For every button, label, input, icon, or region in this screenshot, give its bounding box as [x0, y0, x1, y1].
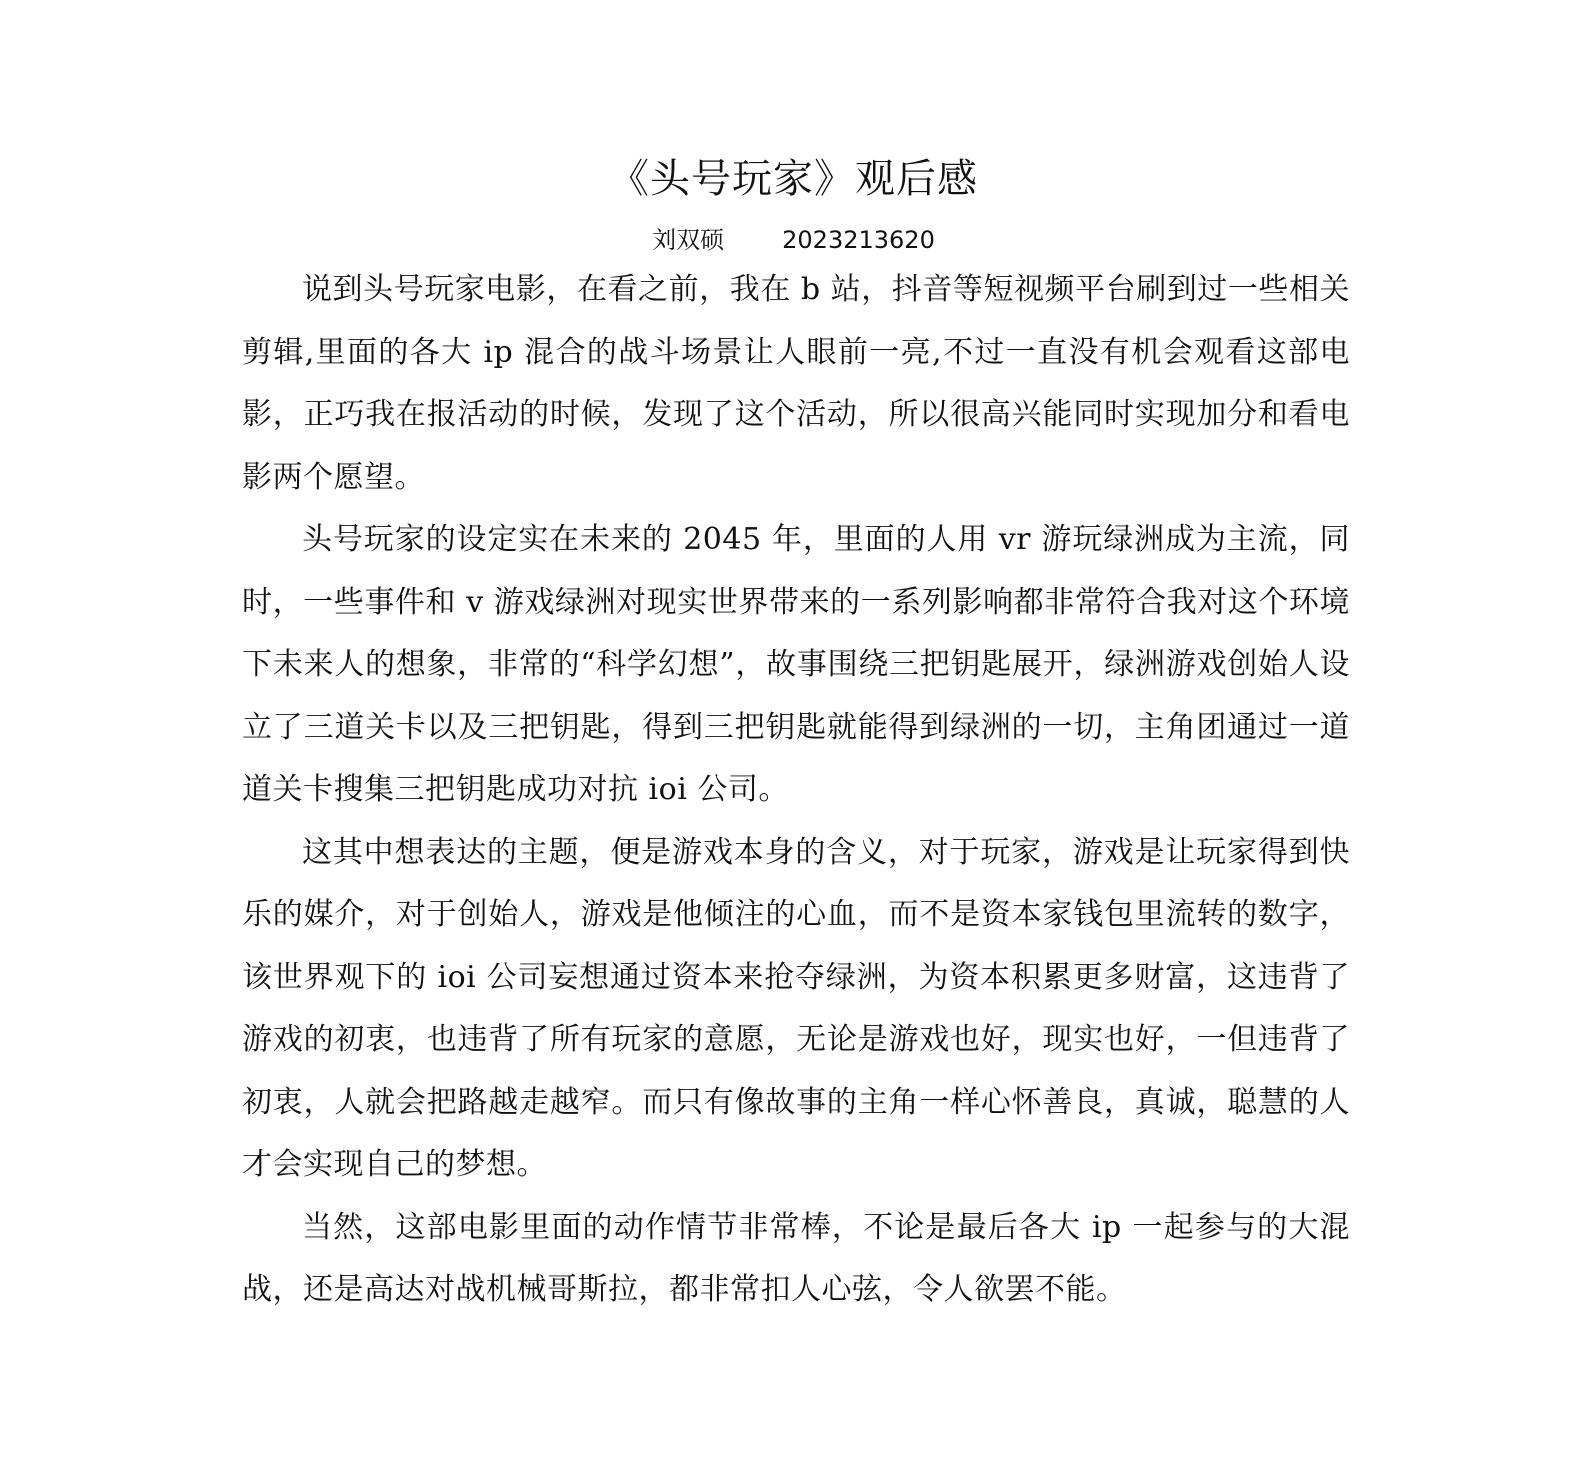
paragraph-3: 这其中想表达的主题，便是游戏本身的含义，对于玩家，游戏是让玩家得到快乐的媒介，对于创始人，游戏是他倾注的心血，而不是资本家钱包里流转的数字，该世界观下的 ioi 公司妄想通过资本来抢夺绿洲，为资本积累更多财富，这违背了游戏的初衷，也违背了所有玩家的意愿，无论是游戏也好，现实也好，一但违背了初衷，人就会把路越走越窄。而只有像故事的主角一样心怀善良，真诚，聪慧的人才会实现自己的梦想。: [242, 834, 1350, 1182]
paragraph-4: 当然，这部电影里面的动作情节非常棒，不论是最后各大 ip 一起参与的大混战，还是高达对战机械哥斯拉，都非常扣人心弦，令人欲罢不能。: [242, 1209, 1350, 1307]
student-id: 2023213620: [782, 226, 935, 254]
document-body: [242, 259, 1350, 1322]
byline: [0, 222, 1587, 258]
paragraph-2: 头号玩家的设定实在未来的 2045 年，里面的人用 vr 游玩绿洲成为主流，同时，一些事件和 v 游戏绿洲对现实世界带来的一系列影响都非常符合我对这个环境下未来人的想象，非常的“科学幻想”，故事围绕三把钥匙展开，绿洲游戏创始人设立了三道关卡以及三把钥匙，得到三把钥匙就能得到绿洲的一切，主角团通过一道道关卡搜集三把钥匙成功对抗 ioi 公司。: [242, 522, 1350, 807]
author-name: 刘双硕: [652, 226, 725, 254]
document-title: 《头号玩家》观后感: [609, 156, 978, 202]
paragraph-1: 说到头号玩家电影，在看之前，我在 b 站，抖音等短视频平台刷到过一些相关剪辑,里面的各大 ip 混合的战斗场景让人眼前一亮,不过一直没有机会观看这部电影，正巧我在报活动的时候，发现了这个活动，所以很高兴能同时实现加分和看电影两个愿望。: [242, 272, 1350, 495]
